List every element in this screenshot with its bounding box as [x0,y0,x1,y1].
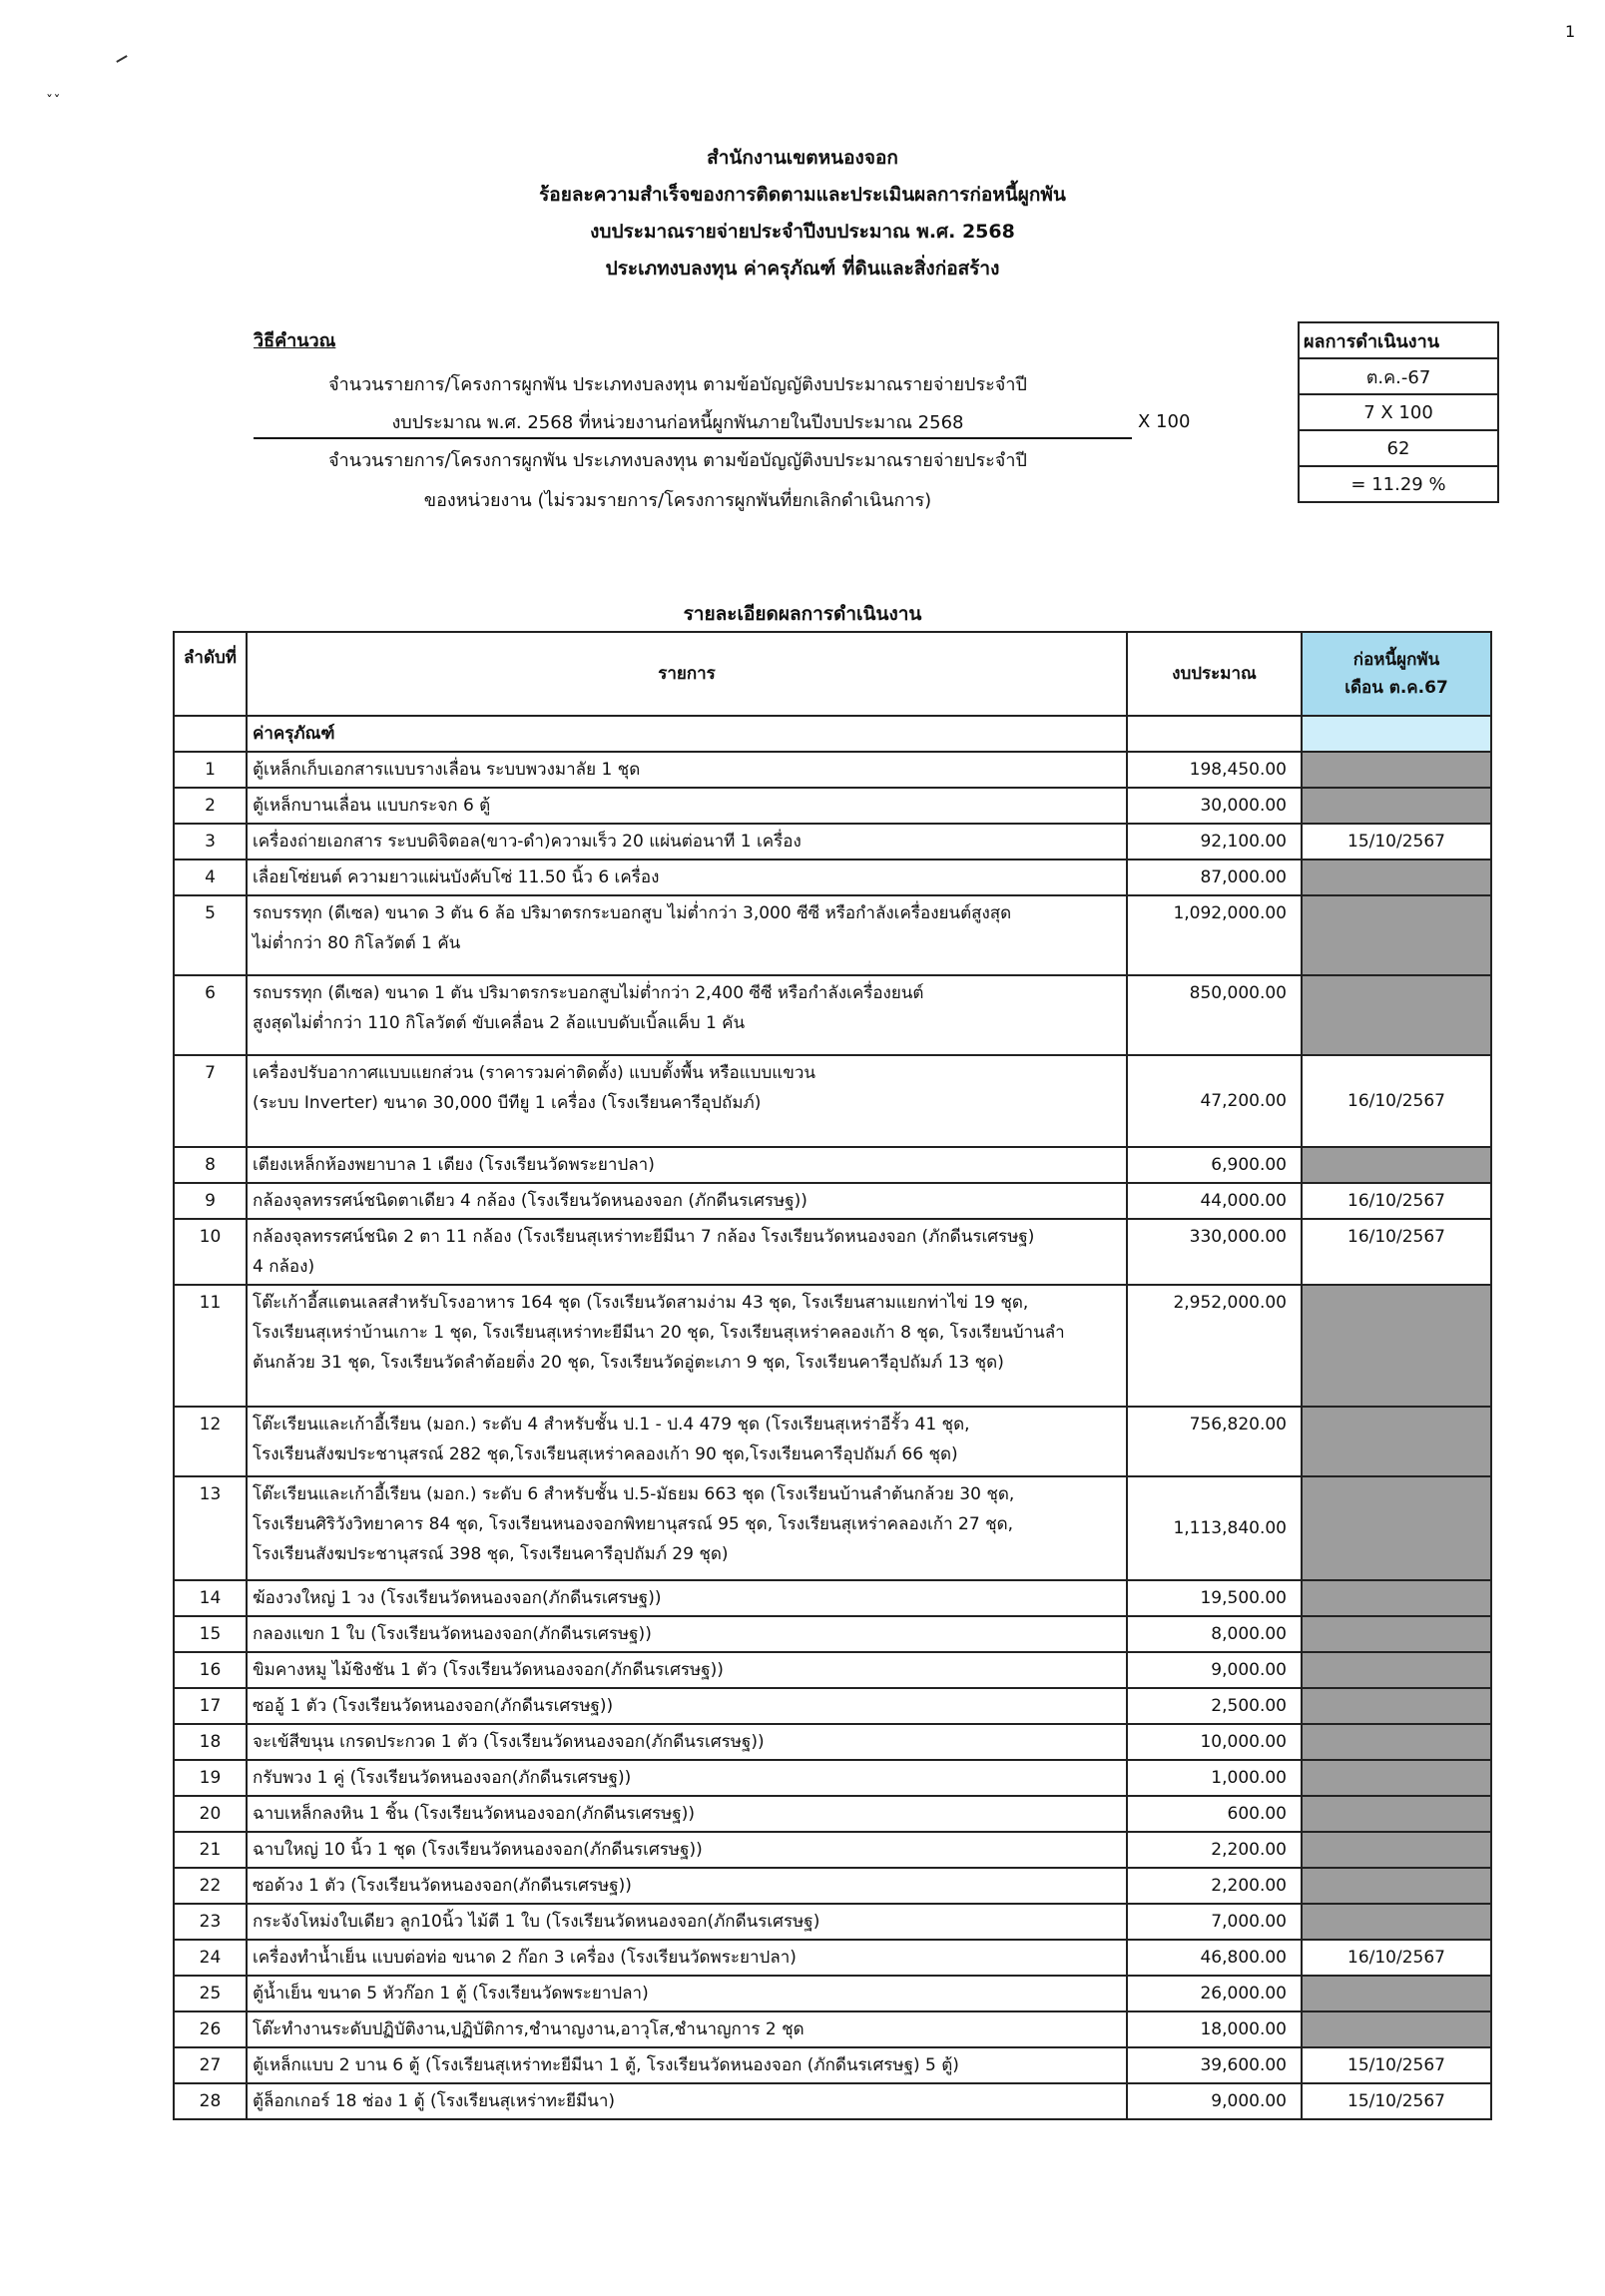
status-header-line1: ก่อหนี้ผูกพัน [1352,650,1440,670]
table-row [174,2011,1491,2047]
row-item [247,1183,1127,1219]
row-item [247,975,1127,1055]
row-item [247,1219,1127,1285]
row-item [247,1688,1127,1724]
row-item [247,1940,1127,1976]
row-item-line: กล้องจุลทรรศน์ชนิด 2 ตา 11 กล้อง (โรงเรียนสุเหร่าทะยีมีนา 7 กล้อง โรงเรียนวัดหนองจอก (ภักดีนรเศรษฐ) [253,1227,1035,1247]
column-header-no: ลำดับที่ [174,632,247,716]
scan-mark [116,55,127,63]
row-item [247,824,1127,860]
table-row [174,1868,1491,1904]
row-item [247,860,1127,895]
row-number: 4 [174,860,247,895]
result-table [1298,321,1499,503]
row-number: 26 [174,2011,247,2047]
row-budget: 1,092,000.00 [1127,895,1302,975]
row-status [1302,1688,1491,1724]
row-number: 9 [174,1183,247,1219]
table-row [174,1796,1491,1832]
row-number: 12 [174,1407,247,1476]
row-budget: 30,000.00 [1127,788,1302,824]
row-status: 16/10/2567 [1302,1183,1491,1219]
category-row [174,716,1491,752]
row-status [1302,1724,1491,1760]
row-item [247,1904,1127,1940]
row-item-line: ไม่ต่ำกว่า 80 กิโลวัตต์ 1 คัน [253,933,461,953]
row-item-line: ฆ้องวงใหญ่ 1 วง (โรงเรียนวัดหนองจอก(ภักดีนรเศรษฐ)) [253,1588,662,1608]
column-header-status [1302,632,1491,716]
row-item [247,1407,1127,1476]
row-budget: 7,000.00 [1127,1904,1302,1940]
row-budget: 87,000.00 [1127,860,1302,895]
row-number: 1 [174,752,247,788]
row-budget: 756,820.00 [1127,1407,1302,1476]
row-status [1302,2011,1491,2047]
row-item-line: เตียงเหล็กห้องพยาบาล 1 เตียง (โรงเรียนวัดพระยาปลา) [253,1155,655,1175]
result-value: = 11.29 % [1299,466,1498,502]
row-item [247,788,1127,824]
row-budget: 198,450.00 [1127,752,1302,788]
row-budget: 9,000.00 [1127,2083,1302,2119]
row-item-line: เครื่องทำน้ำเย็น แบบต่อท่อ ขนาด 2 ก๊อก 3 เครื่อง (โรงเรียนวัดพระยาปลา) [253,1948,797,1968]
row-number: 16 [174,1652,247,1688]
row-item-line: จะเข้สีขนุน เกรดประกวด 1 ตัว (โรงเรียนวัดหนองจอก(ภักดีนรเศรษฐ)) [253,1732,765,1752]
row-budget: 39,600.00 [1127,2047,1302,2083]
table-row [174,1976,1491,2011]
row-item [247,895,1127,975]
row-number: 24 [174,1940,247,1976]
row-item [247,752,1127,788]
row-item-line: โรงเรียนศิริวังวิทยาคาร 84 ชุด, โรงเรียนหนองจอกพิทยานุสรณ์ 95 ชุด, โรงเรียนสุเหร่าคลองเก้า 27 ชุด, [253,1514,1014,1534]
header-budget-year: งบประมาณรายจ่ายประจำปีงบประมาณ พ.ศ. 2568 [590,221,1015,243]
row-status [1302,1147,1491,1183]
row-budget: 44,000.00 [1127,1183,1302,1219]
row-number: 2 [174,788,247,824]
row-status [1302,1796,1491,1832]
row-status [1302,752,1491,788]
row-item-line: ฉาบใหญ่ 10 นิ้ว 1 ชุด (โรงเรียนวัดหนองจอก(ภักดีนรเศรษฐ)) [253,1840,703,1860]
row-item-line: โต๊ะเรียนและเก้าอี้เรียน (มอก.) ระดับ 6 สำหรับชั้น ป.5-มัธยม 663 ชุด (โรงเรียนบ้านลำต้นกล้วย 30 ชุด, [253,1484,1015,1504]
row-item-line: สูงสุดไม่ต่ำกว่า 110 กิโลวัตต์ ขับเคลื่อน 2 ล้อแบบดับเบิ้ลแค็บ 1 คัน [253,1013,746,1033]
row-status [1302,860,1491,895]
row-item-line: กระจังโหม่งใบเดียว ลูก10นิ้ว ไม้ตี 1 ใบ (โรงเรียนวัดหนองจอก(ภักดีนรเศรษฐ) [253,1912,820,1932]
document-header [0,140,1605,287]
row-status [1302,1407,1491,1476]
row-budget: 1,113,840.00 [1127,1476,1302,1580]
result-header: ผลการดำเนินงาน [1299,322,1498,358]
row-status [1302,1832,1491,1868]
row-item-line: กลองแขก 1 ใบ (โรงเรียนวัดหนองจอก(ภักดีนรเศรษฐ)) [253,1624,652,1644]
row-item-line: กรับพวง 1 คู่ (โรงเรียนวัดหนองจอก(ภักดีนรเศรษฐ)) [253,1768,632,1788]
row-number: 23 [174,1904,247,1940]
category-label: ค่าครุภัณฑ์ [247,716,1127,752]
row-number: 20 [174,1796,247,1832]
row-status: 16/10/2567 [1302,1940,1491,1976]
row-status [1302,1868,1491,1904]
row-item-line: โต๊ะเก้าอี้สแตนเลสสำหรับโรงอาหาร 164 ชุด (โรงเรียนวัดสามง่าม 43 ชุด, โรงเรียนสามแยกท่าไข่ 19 ชุด, [253,1293,1029,1313]
row-item [247,1285,1127,1407]
table-row [174,1760,1491,1796]
row-budget: 8,000.00 [1127,1616,1302,1652]
row-number: 6 [174,975,247,1055]
row-budget: 18,000.00 [1127,2011,1302,2047]
header-title: ร้อยละความสำเร็จของการติดตามและประเมินผลการก่อหนี้ผูกพัน [539,184,1066,206]
row-number: 7 [174,1055,247,1147]
row-status [1302,1285,1491,1407]
table-row [174,2047,1491,2083]
column-header-item: รายการ [247,632,1127,716]
row-item [247,1147,1127,1183]
table-row [174,1652,1491,1688]
row-item [247,2047,1127,2083]
row-item [247,2011,1127,2047]
table-row [174,1147,1491,1183]
page-number: 1 [1565,22,1576,41]
row-number: 22 [174,1868,247,1904]
row-number: 27 [174,2047,247,2083]
table-row [174,1940,1491,1976]
row-number: 11 [174,1285,247,1407]
row-item-line: โต๊ะเรียนและเก้าอี้เรียน (มอก.) ระดับ 4 สำหรับชั้น ป.1 - ป.4 479 ชุด (โรงเรียนสุเหร่าอีรั้ว 41 ชุด, [253,1415,970,1435]
row-number: 21 [174,1832,247,1868]
row-item-line: ตู้เหล็กบานเลื่อน แบบกระจก 6 ตู้ [253,796,491,816]
table-row [174,1724,1491,1760]
table-row [174,1616,1491,1652]
row-item-line: โต๊ะทำงานระดับปฏิบัติงาน,ปฏิบัติการ,ชำนาญงาน,อาวุโส,ชำนาญการ 2 ชุด [253,2019,804,2039]
row-status [1302,895,1491,975]
row-number: 14 [174,1580,247,1616]
row-budget: 1,000.00 [1127,1760,1302,1796]
row-item-line: ซออู้ 1 ตัว (โรงเรียนวัดหนองจอก(ภักดีนรเศรษฐ)) [253,1696,614,1716]
row-item-line: โรงเรียนสุเหร่าบ้านเกาะ 1 ชุด, โรงเรียนสุเหร่าทะยีมีนา 20 ชุด, โรงเรียนสุเหร่าคลองเก้า 8 ชุด, โรงเรียนบ้านลำ [253,1323,1065,1343]
scan-mark-dots: ˇ ˇ [46,94,59,110]
row-status [1302,788,1491,824]
row-item-line: ฉาบเหล็กลงหิน 1 ชิ้น (โรงเรียนวัดหนองจอก(ภักดีนรเศรษฐ)) [253,1804,695,1824]
row-budget: 330,000.00 [1127,1219,1302,1285]
row-number: 17 [174,1688,247,1724]
row-item-line: กล้องจุลทรรศน์ชนิดตาเดียว 4 กล้อง (โรงเรียนวัดหนองจอก (ภักดีนรเศรษฐ)) [253,1191,807,1211]
header-budget-type: ประเภทงบลงทุน ค่าครุภัณฑ์ ที่ดินและสิ่งก่อสร้าง [605,258,1000,280]
row-budget: 92,100.00 [1127,824,1302,860]
row-item-line: เลื่อยโซ่ยนต์ ความยาวแผ่นบังคับโซ่ 11.50 นิ้ว 6 เครื่อง [253,867,660,887]
result-period: ต.ค.-67 [1299,358,1498,394]
row-status: 15/10/2567 [1302,2047,1491,2083]
row-item [247,1652,1127,1688]
row-status [1302,1616,1491,1652]
table-row [174,1476,1491,1580]
row-number: 5 [174,895,247,975]
row-status: 16/10/2567 [1302,1055,1491,1147]
row-status [1302,1580,1491,1616]
table-row [174,1407,1491,1476]
row-item-line: ตู้เหล็กแบบ 2 บาน 6 ตู้ (โรงเรียนสุเหร่าทะยีมีนา 1 ตู้, โรงเรียนวัดหนองจอก (ภักดีนรเศรษฐ) 5 ตู้) [253,2055,959,2075]
row-status: 16/10/2567 [1302,1219,1491,1285]
row-budget: 46,800.00 [1127,1940,1302,1976]
row-status [1302,1476,1491,1580]
row-item-line: โรงเรียนสังฆประชานุสรณ์ 282 ชุด,โรงเรียนสุเหร่าคลองเก้า 90 ชุด,โรงเรียนคารีอุปถัมภ์ 66 ชุด) [253,1444,958,1464]
row-number: 13 [174,1476,247,1580]
fraction-bar [254,437,1132,439]
row-item-line: (ระบบ Inverter) ขนาด 30,000 บีทียู 1 เครื่อง (โรงเรียนคารีอุปถัมภ์) [253,1093,762,1113]
numerator-line2: งบประมาณ พ.ศ. 2568 ที่หน่วยงานก่อหนี้ผูกพันภายในปีงบประมาณ 2568 [391,412,964,433]
row-budget: 2,200.00 [1127,1832,1302,1868]
table-row [174,1183,1491,1219]
row-item [247,1055,1127,1147]
row-item [247,1724,1127,1760]
row-number: 28 [174,2083,247,2119]
row-item [247,1868,1127,1904]
row-budget: 600.00 [1127,1796,1302,1832]
row-item-line: ต้นกล้วย 31 ชุด, โรงเรียนวัดลำต้อยติ่ง 20 ชุด, โรงเรียนวัดอู่ตะเภา 9 ชุด, โรงเรียนคารีอุปถัมภ์ 13 ชุด) [253,1353,1004,1373]
row-budget: 850,000.00 [1127,975,1302,1055]
row-status [1302,1904,1491,1940]
row-budget: 19,500.00 [1127,1580,1302,1616]
row-item [247,1760,1127,1796]
row-number: 3 [174,824,247,860]
table-row [174,1832,1491,1868]
table-row [174,824,1491,860]
multiplier: X 100 [1138,411,1191,432]
row-item-line: เครื่องถ่ายเอกสาร ระบบดิจิตอล(ขาว-ดำ)ความเร็ว 20 แผ่นต่อนาที 1 เครื่อง [253,832,802,852]
row-status [1302,1652,1491,1688]
row-item-line: รถบรรทุก (ดีเซล) ขนาด 3 ตัน 6 ล้อ ปริมาตรกระบอกสูบ ไม่ต่ำกว่า 3,000 ซีซี หรือกำลังเครื่องยนต์สูงสุด [253,903,1012,923]
row-item [247,1476,1127,1580]
row-item-line: ตู้เหล็กเก็บเอกสารแบบรางเลื่อน ระบบพวงมาลัย 1 ชุด [253,760,641,780]
row-budget: 9,000.00 [1127,1652,1302,1688]
result-denominator: 62 [1299,430,1498,466]
row-item-line: 4 กล้อง) [253,1257,315,1277]
result-numerator: 7 X 100 [1299,394,1498,430]
row-budget: 26,000.00 [1127,1976,1302,2011]
row-item-line: เครื่องปรับอากาศแบบแยกส่วน (ราคารวมค่าติดตั้ง) แบบตั้งพื้น หรือแบบแขวน [253,1063,816,1083]
column-header-budget: งบประมาณ [1127,632,1302,716]
table-row [174,788,1491,824]
row-item [247,2083,1127,2119]
status-header-line2: เดือน ต.ค.67 [1344,678,1448,698]
table-row [174,1904,1491,1940]
row-status: 15/10/2567 [1302,2083,1491,2119]
row-budget: 2,200.00 [1127,1868,1302,1904]
table-row [174,895,1491,975]
numerator-line1: จำนวนรายการ/โครงการผูกพัน ประเภทงบลงทุน ตามข้อบัญญัติงบประมาณรายจ่ายประจำปี [328,374,1027,395]
method-title: วิธีคำนวณ [254,330,336,351]
row-number: 19 [174,1760,247,1796]
row-budget: 6,900.00 [1127,1147,1302,1183]
table-row [174,2083,1491,2119]
row-number: 18 [174,1724,247,1760]
denominator-line1: จำนวนรายการ/โครงการผูกพัน ประเภทงบลงทุน ตามข้อบัญญัติงบประมาณรายจ่ายประจำปี [328,450,1027,471]
row-item-line: โรงเรียนสังฆประชานุสรณ์ 398 ชุด, โรงเรียนคารีอุปถัมภ์ 29 ชุด) [253,1544,729,1564]
row-number: 8 [174,1147,247,1183]
row-number: 25 [174,1976,247,2011]
header-office: สำนักงานเขตหนองจอก [707,147,898,169]
table-row [174,975,1491,1055]
row-item-line: รถบรรทุก (ดีเซล) ขนาด 1 ตัน ปริมาตรกระบอกสูบไม่ต่ำกว่า 2,400 ซีซี หรือกำลังเครื่องยนต์ [253,983,924,1003]
row-item [247,1976,1127,2011]
row-status [1302,975,1491,1055]
row-status [1302,1760,1491,1796]
row-item [247,1796,1127,1832]
row-budget: 2,500.00 [1127,1688,1302,1724]
row-number: 10 [174,1219,247,1285]
row-number: 15 [174,1616,247,1652]
row-item-line: ตู้ล็อกเกอร์ 18 ช่อง 1 ตู้ (โรงเรียนสุเหร่าทะยีมีนา) [253,2091,616,2111]
detail-title: รายละเอียดผลการดำเนินงาน [683,603,922,625]
table-row [174,1219,1491,1285]
table-row [174,752,1491,788]
table-row [174,860,1491,895]
row-status [1302,1976,1491,2011]
denominator-line2: ของหน่วยงาน (ไม่รวมรายการ/โครงการผูกพันที่ยกเลิกดำเนินการ) [423,490,932,511]
row-item [247,1580,1127,1616]
row-item-line: ซอด้วง 1 ตัว (โรงเรียนวัดหนองจอก(ภักดีนรเศรษฐ)) [253,1876,632,1896]
row-item-line: ขิมคางหมู ไม้ชิงชัน 1 ตัว (โรงเรียนวัดหนองจอก(ภักดีนรเศรษฐ)) [253,1660,724,1680]
row-item [247,1832,1127,1868]
row-item-line: ตู้น้ำเย็น ขนาด 5 หัวก๊อก 1 ตู้ (โรงเรียนวัดพระยาปลา) [253,1984,649,2004]
row-item [247,1616,1127,1652]
row-budget: 10,000.00 [1127,1724,1302,1760]
table-row [174,1688,1491,1724]
row-budget: 2,952,000.00 [1127,1285,1302,1407]
items-table [173,631,1492,2120]
row-status: 15/10/2567 [1302,824,1491,860]
table-row [174,1580,1491,1616]
table-row [174,1055,1491,1147]
table-row [174,1285,1491,1407]
row-budget: 47,200.00 [1127,1055,1302,1147]
